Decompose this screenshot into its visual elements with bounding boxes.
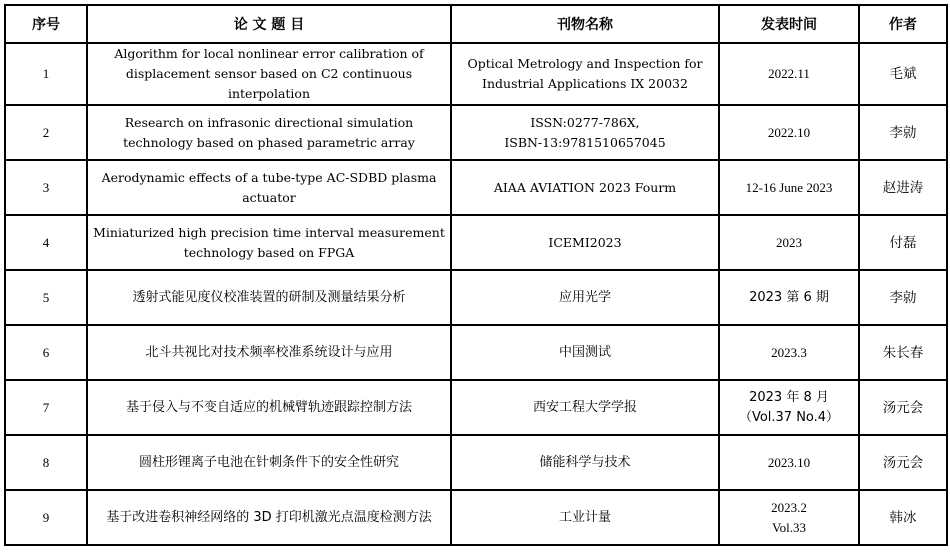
row-date: 2022.11	[719, 43, 859, 105]
row-journal: AIAA AVIATION 2023 Fourm	[451, 160, 719, 215]
row-author: 李勍	[859, 270, 947, 325]
row-index: 2	[5, 105, 87, 160]
row-index: 8	[5, 435, 87, 490]
row-journal: 西安工程大学学报	[451, 380, 719, 435]
row-index: 4	[5, 215, 87, 270]
row-date: 12-16 June 2023	[719, 160, 859, 215]
row-title: 基于改进卷积神经网络的 3D 打印机激光点温度检测方法	[87, 490, 451, 545]
row-title: Research on infrasonic directional simulation technology based on phased parametric array	[87, 105, 451, 160]
row-date: 2023 第 6 期	[719, 270, 859, 325]
row-journal: Optical Metrology and Inspection for Industrial Applications IX 20032	[451, 43, 719, 105]
row-title: Aerodynamic effects of a tube-type AC-SDBD plasma actuator	[87, 160, 451, 215]
row-journal: 应用光学	[451, 270, 719, 325]
row-title: 透射式能见度仪校准装置的研制及测量结果分析	[87, 270, 451, 325]
table-row	[5, 160, 947, 215]
row-author: 韩冰	[859, 490, 947, 545]
table-row	[5, 43, 947, 105]
row-index: 6	[5, 325, 87, 380]
row-date: 2023.3	[719, 325, 859, 380]
table-row	[5, 435, 947, 490]
row-author: 赵进涛	[859, 160, 947, 215]
row-index: 1	[5, 43, 87, 105]
row-author: 毛斌	[859, 43, 947, 105]
row-title: 圆柱形锂离子电池在针刺条件下的安全性研究	[87, 435, 451, 490]
table-row	[5, 490, 947, 545]
row-index: 9	[5, 490, 87, 545]
row-journal: ICEMI2023	[451, 215, 719, 270]
row-author: 汤元会	[859, 435, 947, 490]
header-author: 作者	[859, 5, 947, 43]
row-title: 基于侵入与不变自适应的机械臂轨迹跟踪控制方法	[87, 380, 451, 435]
row-date: 2023	[719, 215, 859, 270]
row-date: 2023.10	[719, 435, 859, 490]
header-date: 发表时间	[719, 5, 859, 43]
row-author: 李勍	[859, 105, 947, 160]
table-row	[5, 105, 947, 160]
table-row	[5, 380, 947, 435]
row-index: 7	[5, 380, 87, 435]
row-title: Miniaturized high precision time interval measurement technology based on FPGA	[87, 215, 451, 270]
header-index: 序号	[5, 5, 87, 43]
row-author: 朱长春	[859, 325, 947, 380]
row-journal: 工业计量	[451, 490, 719, 545]
table-row	[5, 325, 947, 380]
table-row	[5, 215, 947, 270]
row-date: 2023 年 8 月 （Vol.37 No.4）	[719, 380, 859, 435]
header-title: 论 文 题 目	[87, 5, 451, 43]
row-date: 2023.2 Vol.33	[719, 490, 859, 545]
row-journal: ISSN:0277-786X, ISBN-13:9781510657045	[451, 105, 719, 160]
header-journal: 刊物名称	[451, 5, 719, 43]
publications-table	[4, 4, 948, 546]
header-row	[5, 5, 947, 43]
row-author: 付磊	[859, 215, 947, 270]
row-date: 2022.10	[719, 105, 859, 160]
row-title: 北斗共视比对技术频率校准系统设计与应用	[87, 325, 451, 380]
row-index: 5	[5, 270, 87, 325]
row-journal: 中国测试	[451, 325, 719, 380]
row-journal: 储能科学与技术	[451, 435, 719, 490]
row-author: 汤元会	[859, 380, 947, 435]
table-row	[5, 270, 947, 325]
row-index: 3	[5, 160, 87, 215]
row-title: Algorithm for local nonlinear error calibration of displacement sensor based on C2 continuous interpolation	[87, 43, 451, 105]
